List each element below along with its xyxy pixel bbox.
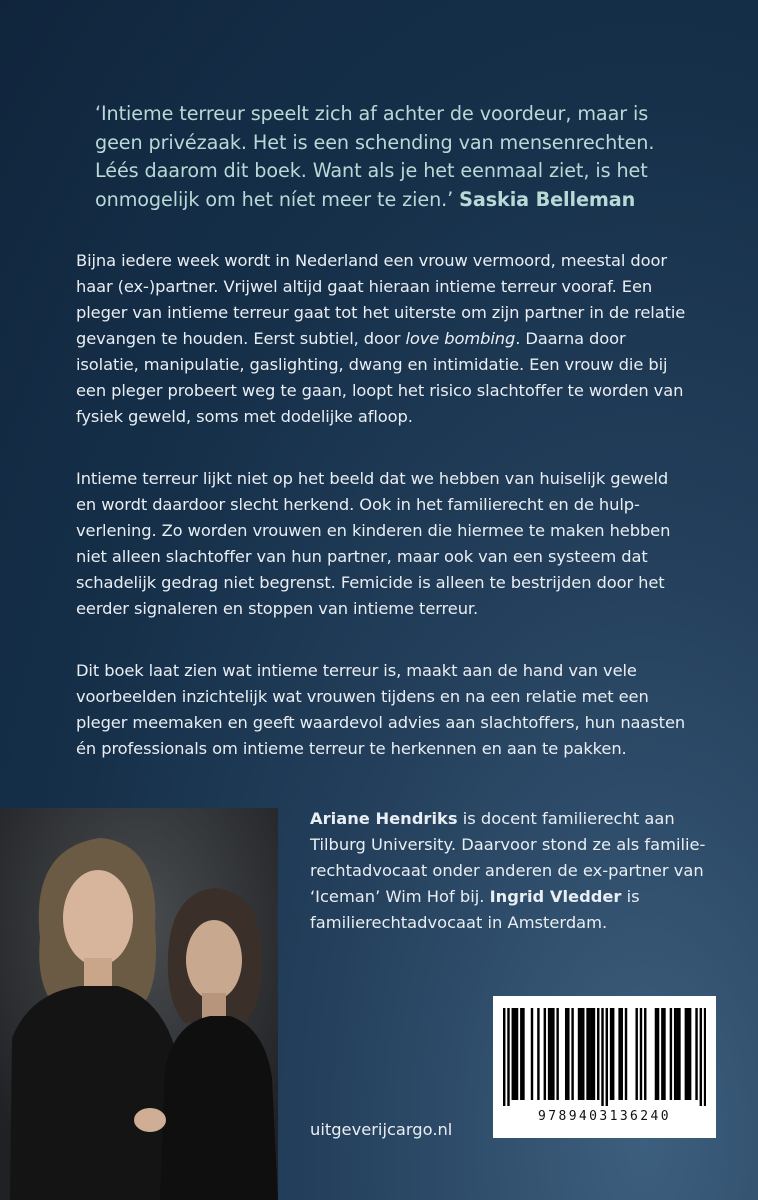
- barcode-bar: [700, 1008, 702, 1106]
- barcode-bar: [601, 1008, 603, 1106]
- isbn-barcode: [493, 996, 716, 1138]
- barcode-bar: [571, 1008, 573, 1100]
- barcode-bar: [597, 1008, 599, 1100]
- barcode-bar: [704, 1008, 706, 1106]
- barcode-bar: [663, 1008, 665, 1100]
- barcode-bar: [621, 1008, 623, 1100]
- barcode-bar: [661, 1008, 663, 1100]
- paragraph-1-emphasis: love bombing: [405, 329, 516, 348]
- barcode-bar: [640, 1008, 642, 1100]
- author-name-2: Ingrid Vledder: [489, 887, 622, 906]
- barcode-bar: [531, 1008, 533, 1100]
- barcode-bar: [689, 1008, 691, 1100]
- barcode-bar: [591, 1008, 593, 1100]
- barcode-bar: [522, 1008, 524, 1100]
- barcode-bar: [674, 1008, 676, 1100]
- barcode-bar: [565, 1008, 567, 1100]
- paragraph-3: Dit boek laat zien wat intieme terreur is, maakt aan de hand van vele voorbeelden inzichtelijk wat vrouwen tijdens en na een relatie met een pleger meemaken en geeft waardevol advies aan slachtoffers, hun naasten én professionals om intieme terreur te herkennen en aan te pakken.: [76, 661, 686, 758]
- barcode-bar: [657, 1008, 659, 1100]
- barcode-bar: [582, 1008, 584, 1100]
- barcode-bar: [685, 1008, 687, 1100]
- barcode-bar: [503, 1008, 505, 1106]
- barcode-bar: [544, 1008, 546, 1100]
- barcode-bar: [567, 1008, 569, 1100]
- barcode-bar: [552, 1008, 554, 1100]
- barcode-bar: [678, 1008, 680, 1100]
- barcode-bar: [644, 1008, 646, 1100]
- author-bio-1: is docent familierecht aan Tilburg University. Daarvoor stond ze als familie-rechtadvocaat onder anderen de ex-partner van ‘Iceman’ Wim Hof bij.: [310, 809, 706, 906]
- back-cover-quote: [95, 100, 665, 214]
- barcode-bar: [635, 1008, 637, 1100]
- barcode-bar: [655, 1008, 657, 1100]
- quote-text: ‘Intieme terreur speelt zich af achter de voordeur, maar is geen privézaak. Het is een schending van mensenrechten. Léés daarom dit boek. Want als je het eenmaal ziet, is het onmogelijk om het níet meer te zien.’: [95, 102, 655, 211]
- barcode-bar: [550, 1008, 552, 1100]
- author-bio: [310, 806, 710, 936]
- isbn-number: 9789403136240: [538, 1109, 671, 1124]
- barcode-bar: [514, 1008, 516, 1100]
- paragraph-2: Intieme terreur lijkt niet op het beeld dat we hebben van huiselijk geweld en wordt daardoor slecht herkend. Ook in het familierecht en de hulp-verlening. Zo worden vrouwen en kinderen die hiermee te maken hebben niet alleen slachtoffer van hun partner, maar ook van een systeem dat schadelijk gedrag niet begrenst. Femicide is alleen te bestrijden door het eerder signaleren en stoppen van intieme terreur.: [76, 469, 671, 618]
- barcode-bar: [610, 1008, 612, 1100]
- paragraph-1-part-a: Bijna iedere week wordt in Nederland een vrouw vermoord, meestal door haar (ex-)partner. Vrijwel altijd gaat hieraan intieme terreur vooraf. Een pleger van intieme terreur gaat tot het uiterste om zijn partner in de relatie gevangen te houden. Eerst subtiel, door: [76, 251, 686, 348]
- barcode-bar: [687, 1008, 689, 1100]
- paragraph-1-part-b: . Daarna door isolatie, manipulatie, gaslighting, dwang en intimidatie. Een vrouw die bij een pleger probeert weg te gaan, loopt het risico slachtoffer te worden van fysiek geweld, soms met dodelijke afloop.: [76, 329, 684, 426]
- barcode-bar: [556, 1008, 558, 1100]
- barcode-bar: [580, 1008, 582, 1100]
- barcode-bar: [670, 1008, 672, 1100]
- barcode-bar: [520, 1008, 522, 1100]
- barcode-bar: [625, 1008, 627, 1100]
- barcode-bars: [503, 1008, 706, 1106]
- barcode-bar: [548, 1008, 550, 1100]
- barcode-bar: [612, 1008, 614, 1100]
- author-name-1: Ariane Hendriks: [310, 809, 458, 828]
- author-bio-2: is familierechtadvocaat in Amsterdam.: [310, 887, 640, 932]
- authors-photo: [0, 808, 278, 1200]
- barcode-bar: [593, 1008, 595, 1100]
- barcode-bar: [537, 1008, 539, 1100]
- barcode-bar: [588, 1008, 590, 1100]
- barcode-bar: [586, 1008, 588, 1100]
- publisher-website[interactable]: uitgeverijcargo.nl: [310, 1120, 453, 1139]
- barcode-bar: [507, 1008, 509, 1106]
- barcode-bar: [695, 1008, 697, 1100]
- quote-author: Saskia Belleman: [459, 187, 636, 211]
- barcode-bar: [618, 1008, 620, 1100]
- paragraph-1: [76, 248, 686, 430]
- barcode-bar: [512, 1008, 514, 1100]
- barcode-bar: [516, 1008, 518, 1100]
- barcode-bar: [578, 1008, 580, 1100]
- barcode-bar: [676, 1008, 678, 1100]
- barcode-bar: [606, 1008, 608, 1106]
